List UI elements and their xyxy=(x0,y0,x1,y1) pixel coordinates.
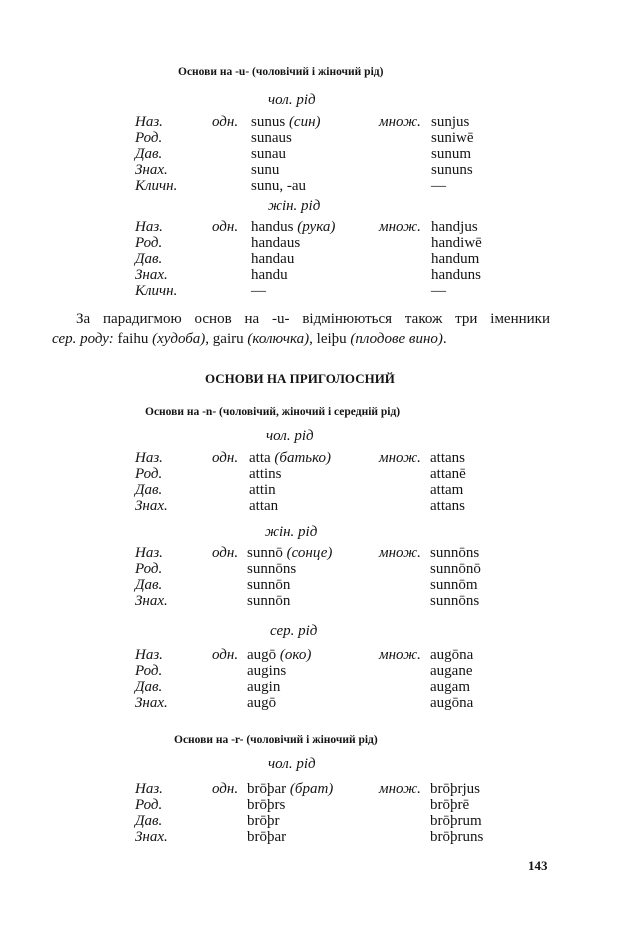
paragraph-line: За парадигмою основ на -u- відмінюються також три іменники xyxy=(76,311,550,327)
singular-label: одн. xyxy=(212,647,239,663)
singular-form: sunu xyxy=(251,162,280,178)
gender-label: чол. рід xyxy=(266,428,314,444)
plural-form: attam xyxy=(430,482,464,498)
gender-label: жін. рід xyxy=(268,198,321,214)
singular-form: brōþar xyxy=(247,829,287,845)
singular-form: handau xyxy=(251,251,295,267)
gender-label: чол. рід xyxy=(268,756,316,772)
section-heading: Основи на -n- (чоловічий, жіночий і середній рід) xyxy=(145,406,401,418)
case-label: Род. xyxy=(135,561,163,577)
case-label: Наз. xyxy=(135,545,163,561)
section-heading: Основи на -u- (чоловічий і жіночий рід) xyxy=(178,66,384,78)
plural-form: sunnōns xyxy=(430,545,480,561)
singular-form: brōþrs xyxy=(247,797,286,813)
singular-form: sunus (син) xyxy=(251,114,321,130)
singular-form: — xyxy=(251,283,266,299)
plural-form: sunnōm xyxy=(430,577,478,593)
gender-label: чол. рід xyxy=(268,92,316,108)
plural-form: attans xyxy=(430,498,465,514)
case-label: Род. xyxy=(135,797,163,813)
case-label: Кличн. xyxy=(135,178,178,194)
case-label: Знах. xyxy=(135,695,168,711)
case-label: Знах. xyxy=(135,593,168,609)
plural-form: brōþruns xyxy=(430,829,484,845)
plural-form: sunum xyxy=(431,146,472,162)
case-label: Дав. xyxy=(135,813,163,829)
singular-label: одн. xyxy=(212,219,239,235)
singular-form: sunau xyxy=(251,146,286,162)
section-title: ОСНОВИ НА ПРИГОЛОСНИЙ xyxy=(205,371,395,386)
plural-form: attanē xyxy=(430,466,466,482)
plural-label: множ. xyxy=(379,219,421,235)
singular-form: sunnōn xyxy=(247,593,291,609)
singular-form: handaus xyxy=(251,235,301,251)
singular-label: одн. xyxy=(212,545,239,561)
plural-form: augōna xyxy=(430,647,474,663)
plural-form: handiwē xyxy=(431,235,482,251)
singular-form: sunnō (сонце) xyxy=(247,545,333,561)
case-label: Знах. xyxy=(135,267,168,283)
plural-form: — xyxy=(431,283,446,299)
case-label: Дав. xyxy=(135,251,163,267)
singular-form: handus (рука) xyxy=(251,219,336,235)
singular-form: augō xyxy=(247,695,277,711)
case-label: Наз. xyxy=(135,219,163,235)
plural-form: sunjus xyxy=(431,114,470,130)
singular-form: brōþr xyxy=(247,813,280,829)
case-label: Дав. xyxy=(135,577,163,593)
case-label: Кличн. xyxy=(135,283,178,299)
plural-form: attans xyxy=(430,450,465,466)
singular-form: augin xyxy=(247,679,281,695)
page-number: 143 xyxy=(528,858,548,873)
case-label: Род. xyxy=(135,663,163,679)
singular-form: sunnōns xyxy=(247,561,297,577)
case-label: Дав. xyxy=(135,679,163,695)
singular-form: brōþar (брат) xyxy=(247,781,334,797)
plural-form: sunnōns xyxy=(430,593,480,609)
plural-form: brōþrjus xyxy=(430,781,480,797)
plural-label: множ. xyxy=(379,781,421,797)
singular-form: attan xyxy=(249,498,279,514)
plural-form: augōna xyxy=(430,695,474,711)
gender-label: сер. рід xyxy=(270,623,318,639)
plural-form: brōþrē xyxy=(430,797,470,813)
case-label: Наз. xyxy=(135,450,163,466)
plural-form: suniwē xyxy=(431,130,474,146)
gender-label: жін. рід xyxy=(265,524,318,540)
singular-form: handu xyxy=(251,267,288,283)
singular-form: atta (батько) xyxy=(249,450,332,466)
singular-label: одн. xyxy=(212,114,239,130)
singular-form: augins xyxy=(247,663,287,679)
case-label: Дав. xyxy=(135,482,163,498)
plural-form: handjus xyxy=(431,219,478,235)
case-label: Знах. xyxy=(135,498,168,514)
singular-form: sunnōn xyxy=(247,577,291,593)
plural-form: handum xyxy=(431,251,480,267)
singular-form: augō (око) xyxy=(247,647,312,663)
case-label: Род. xyxy=(135,235,163,251)
singular-form: sunu, -au xyxy=(251,178,306,194)
plural-label: множ. xyxy=(379,450,421,466)
singular-label: одн. xyxy=(212,450,239,466)
singular-form: sunaus xyxy=(251,130,292,146)
plural-label: множ. xyxy=(379,545,421,561)
paragraph-line: сер. роду: faihu (худоба), gairu (колючка), leiþu (плодове вино). xyxy=(52,331,447,347)
plural-form: augane xyxy=(430,663,473,679)
plural-form: augam xyxy=(430,679,470,695)
case-label: Род. xyxy=(135,466,163,482)
plural-form: handuns xyxy=(431,267,481,283)
plural-form: sunnōnō xyxy=(430,561,481,577)
paragraph xyxy=(52,309,550,349)
plural-form: sununs xyxy=(431,162,473,178)
case-label: Наз. xyxy=(135,647,163,663)
singular-label: одн. xyxy=(212,781,239,797)
plural-form: brōþrum xyxy=(430,813,482,829)
plural-label: множ. xyxy=(379,114,421,130)
case-label: Знах. xyxy=(135,162,168,178)
section-heading: Основи на -r- (чоловічий і жіночий рід) xyxy=(174,734,378,746)
singular-form: attin xyxy=(249,482,276,498)
plural-form: — xyxy=(431,178,446,194)
case-label: Наз. xyxy=(135,781,163,797)
case-label: Знах. xyxy=(135,829,168,845)
plural-label: множ. xyxy=(379,647,421,663)
case-label: Наз. xyxy=(135,114,163,130)
case-label: Дав. xyxy=(135,146,163,162)
singular-form: attins xyxy=(249,466,282,482)
case-label: Род. xyxy=(135,130,163,146)
